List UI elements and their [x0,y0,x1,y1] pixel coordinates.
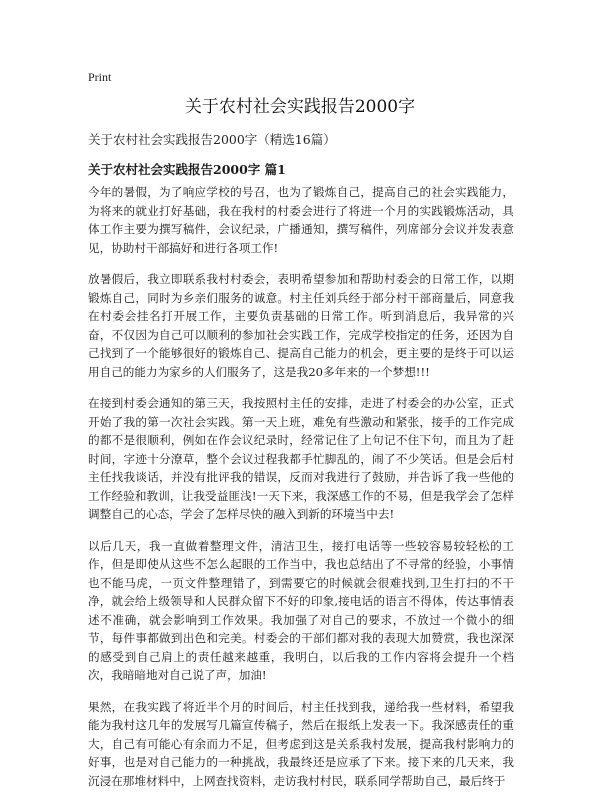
body-text [88,183,514,803]
paragraph-3: 在接到村委会通知的第三天，我按照村主任的安排，走进了村委会的办公室，正式开始了我的第一次社会实践。第一天上班，难免有些激动和紧张，接手的工作完成的都不是很顺利，例如在作会议纪录时，经常记住了上句记不住下句，而且为了赶时间，字迹十分潦草，整个会议过程我都手忙脚乱的，闹了不少笑话。但是会后村主任找我谈话，并没有批评我的错误，反而对我进行了鼓励，并告诉了我一些他的工作经验和教训，让我受益匪浅!一天下来，我深感工作的不易，但是我学会了怎样调整自己的心态，学会了怎样尽快的融入到新的环境当中去! [88,396,514,521]
paragraph-2: 放暑假后，我立即联系我村村委会，表明希望参加和帮助村委会的日常工作，以期锻炼自己，同时为乡亲们服务的诚意。村主任刘兵经于部分村干部商量后，同意我在村委会挂名打开展工作，主要负责基础的日常工作。听到消息后，我异常的兴奋，不仅因为自己可以顺利的参加社会实践工作，完成学校指定的任务，还因为自己找到了一个能够很好的锻炼自己、提高自己能力的机会，更主要的是终于可以运用自己的能力为家乡的人们服务了，这是我20多年来的一个梦想!!! [88,272,514,379]
paragraph-1: 今年的暑假，为了响应学校的号召，也为了锻炼自己，提高自己的社会实践能力，为将来的就业打好基础，我在我村的村委会进行了将进一个月的实践锻炼活动，具体工作主要为撰写稿件，会议纪录，广播通知，撰写稿件，列席部分会议并发表意见，协助村干部搞好和进行各项工作! [88,185,514,255]
print-link[interactable]: Print [88,70,112,84]
document-subtitle: 关于农村社会实践报告2000字（精选16篇） [88,132,336,147]
paragraph-5: 果然，在我实践了将近半个月的时间后，村主任找到我，递给我一些材料，希望我能为我村这几年的发展写几篇宣传稿子，然后在报纸上发表一下。我深感责任的重大，自己有可能心有余而力不足，但考虑到这是关系我村发展，提高我村影响力的好事，也是对自己能力的一种挑战，我最终还是应承了下来。接下来的几天来，我沉浸在那堆材料中，上网查找资料，走访我村村民，联系同学帮助自己，最后终于 [88,699,514,788]
page-title: 关于农村社会实践报告2000字 [184,97,416,117]
section-heading: 关于农村社会实践报告2000字 篇1 [88,162,286,177]
paragraph-4: 以后几天，我一直做着整理文件，清洁卫生，接打电话等一些较容易较轻松的工作，但是即使从这些不怎么起眼的工作当中，我也总结出了不寻常的经验，小事情也不能马虎，一页文件整理错了，到需要它的时候就会很难找到,卫生打扫的不干净，就会给上级领导和人民群众留下不好的印象,接电话的语言不得体，传达事情表述不准确，就会影响到工作效果。我加强了对自己的要求，不放过一个微小的细节，每件事都做到出色和完美。村委会的干部们都对我的表现大加赞赏，我也深深的感受到自己肩上的责任越来越重，我明白，以后我的工作内容将会提升一个档次，我暗暗地对自己说了声，加油! [88,538,514,682]
